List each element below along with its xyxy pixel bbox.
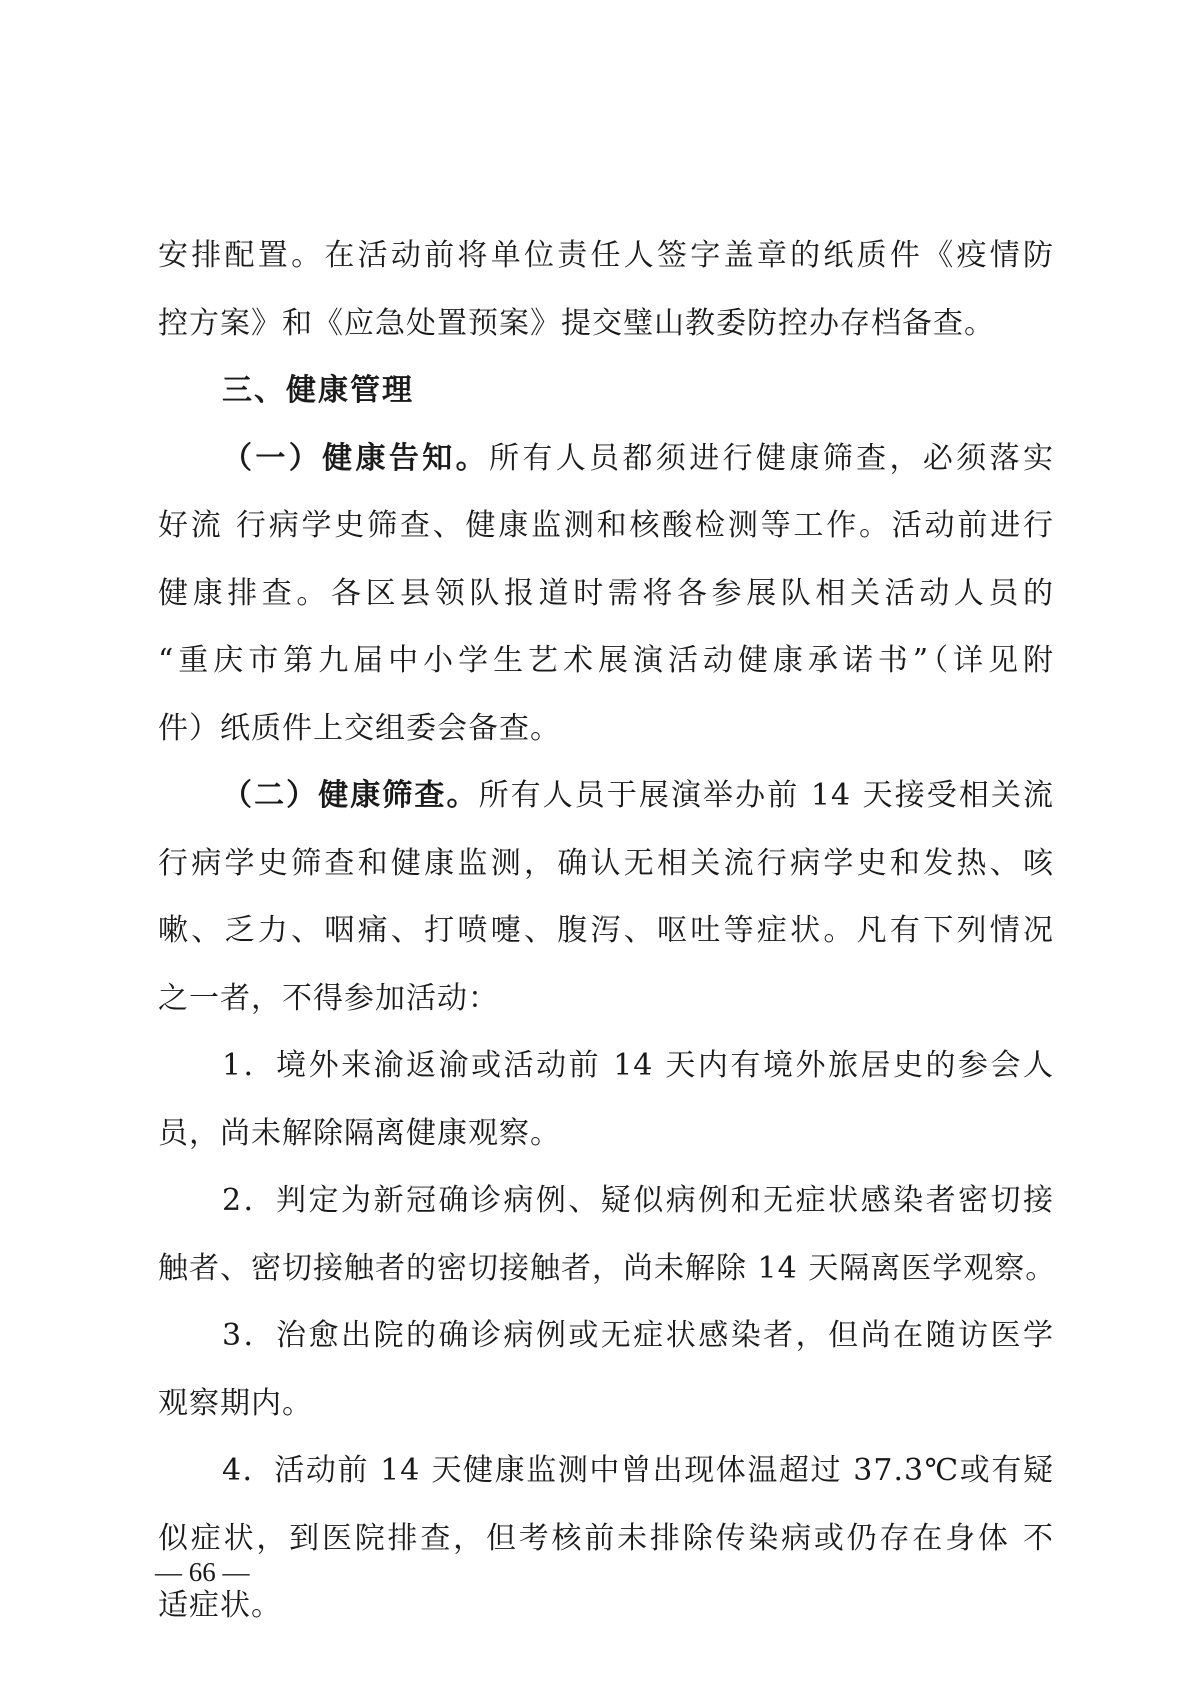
paragraph-line: 安排配置。在活动前将单位责任人签字盖章的纸质件《疫情防: [158, 238, 1054, 273]
list-item-line: 似症状，到医院排查，但考核前未排除传染病或仍存在身体 不: [158, 1520, 1054, 1556]
list-item-line: 4．活动前 14 天健康监测中曾出现体温超过 37.3℃或有疑: [222, 1453, 1054, 1488]
list-item-line: 1．境外来渝返渝或活动前 14 天内有境外旅居史的参会人: [222, 1048, 1054, 1083]
document-body: [158, 222, 1057, 1640]
paragraph-line: 之一者，不得参加活动：: [158, 980, 499, 1016]
list-item-line: 2．判定为新冠确诊病例、疑似病例和无症状感染者密切接: [222, 1183, 1054, 1218]
list-item-line: 触者、密切接触者的密切接触者，尚未解除 14 天隔离医学观察。: [158, 1250, 1057, 1286]
subheading-lead: （一）健康告知。: [222, 440, 489, 476]
list-item-line: 员，尚未解除隔离健康观察。: [158, 1115, 561, 1151]
paragraph-line: [158, 425, 1054, 493]
paragraph-line: 行病学史筛查和健康监测，确认无相关流行病学史和发热、咳: [158, 845, 1054, 881]
subheading-lead: （二）健康筛查。: [222, 778, 479, 813]
list-item-line: 3．治愈出院的确诊病例或无症状感染者，但尚在随访医学: [222, 1318, 1054, 1353]
paragraph-text: 所有人员于展演举办前 14 天接受相关流: [478, 778, 1054, 813]
paragraph-line: 嗽、乏力、咽痛、打喷嚏、腹泻、呕吐等症状。凡有下列情况: [158, 913, 1054, 948]
paragraph-line: “重庆市第九届中小学生艺术展演活动健康承诺书”（详见附: [158, 643, 1054, 678]
paragraph-line: 好流 行病学史筛查、健康监测和核酸检测等工作。活动前进行: [158, 508, 1054, 543]
list-item-line: 适症状。: [158, 1588, 282, 1623]
list-item-line: 观察期内。: [158, 1385, 313, 1421]
paragraph-line: 控方案》和《应急处置预案》提交璧山教委防控办存档备查。: [158, 305, 995, 341]
page-number: — 66 —: [155, 1557, 250, 1587]
paragraph-line: 健康排查。各区县领队报道时需将各参展队相关活动人员的: [158, 575, 1054, 611]
section-heading: 三、健康管理: [222, 373, 414, 408]
paragraph-line: [158, 762, 1054, 830]
paragraph-text: 所有人员都须进行健康筛查，必须落实: [489, 440, 1054, 476]
paragraph-line: 件）纸质件上交组委会备查。: [158, 710, 561, 746]
